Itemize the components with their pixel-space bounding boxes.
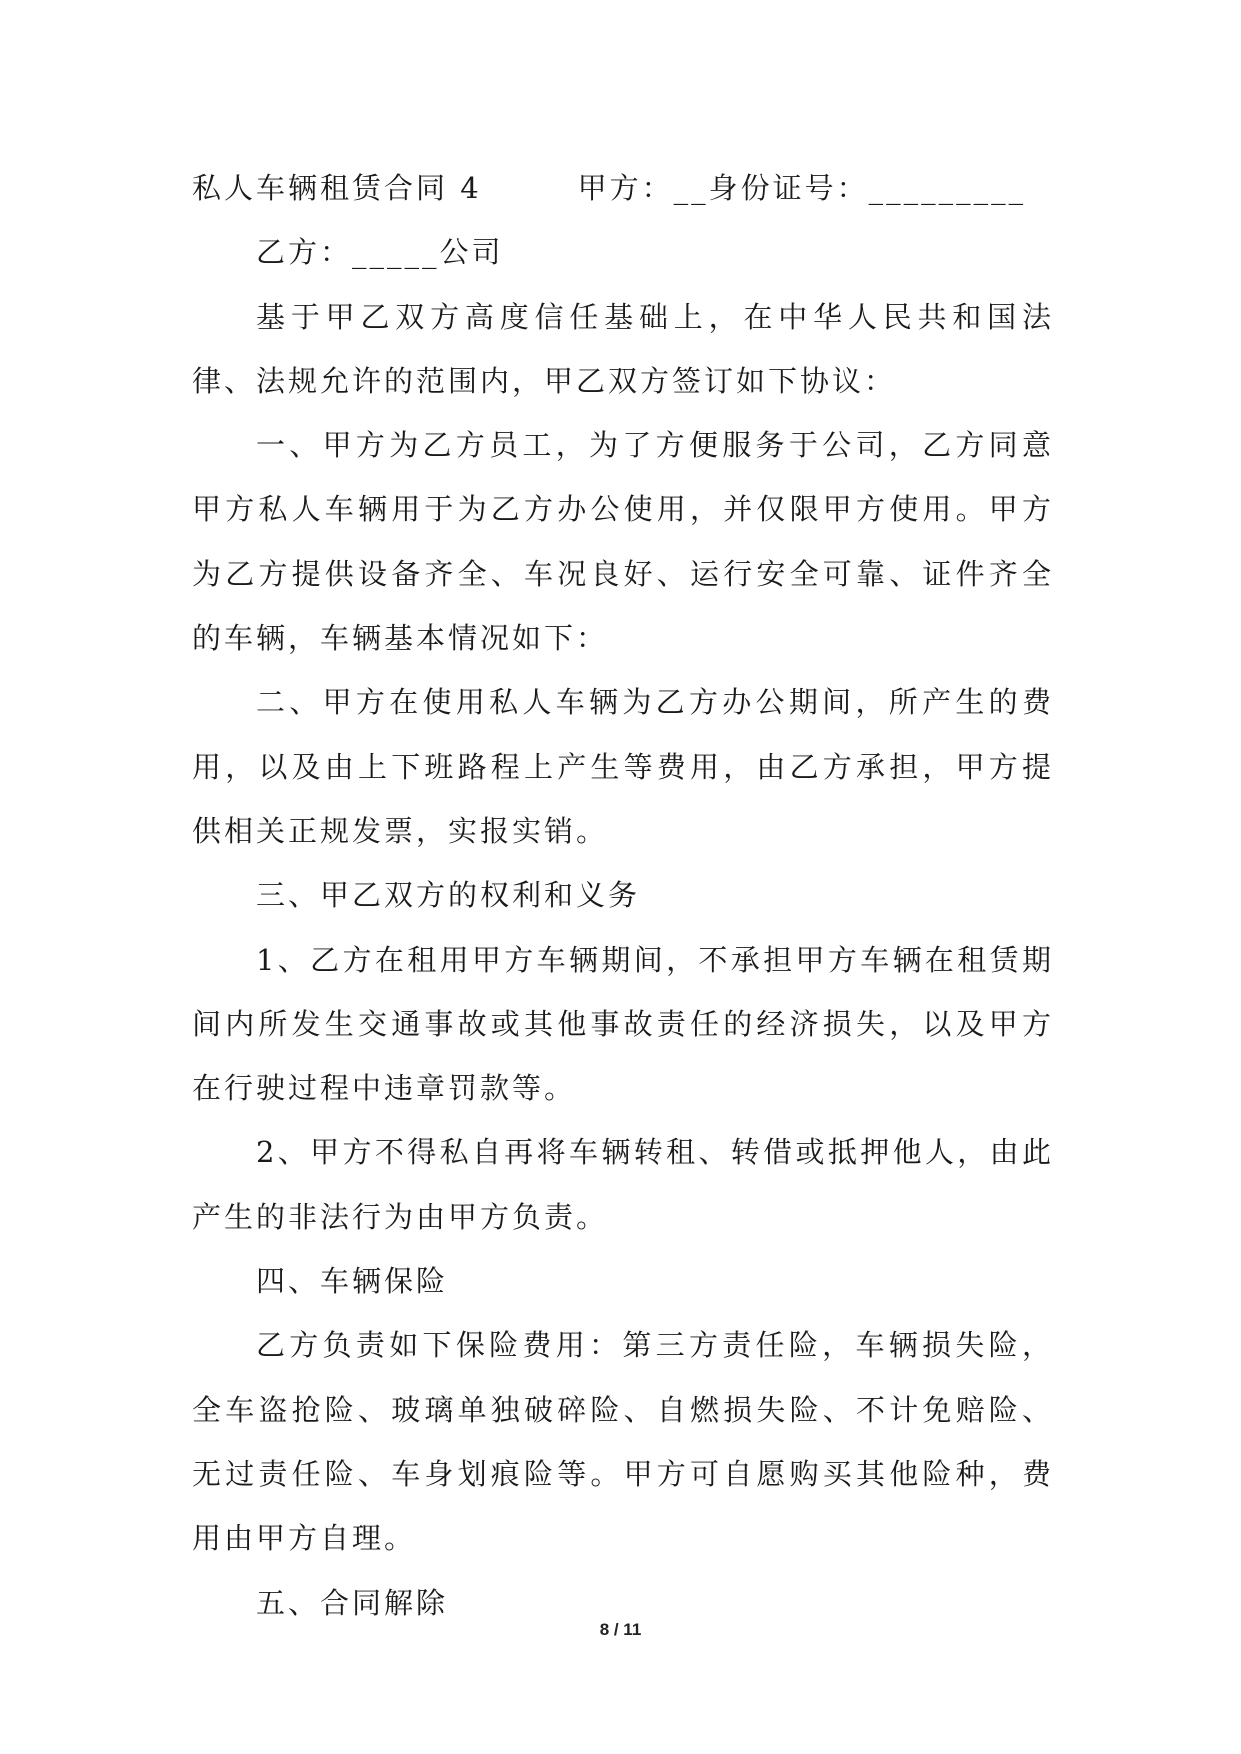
- contract-title-line: 私人车辆租赁合同 4 甲方：__身份证号：_________: [192, 171, 1027, 205]
- party-b-line: 乙方：_____公司: [256, 235, 504, 270]
- preamble-paragraph: 基于甲乙双方高度信任基础上，在中华人民共和国法律、法规允许的范围内，甲乙双方签订如下协议：: [192, 299, 1054, 398]
- clause-3-item-1: 1、乙方在租用甲方车辆期间，不承担甲方车辆在租赁期间内所发生交通事故或其他事故责任的经济损失，以及甲方在行驶过程中违章罚款等。: [192, 942, 1054, 1106]
- clause-3-item-2: 2、甲方不得私自再将车辆转租、转借或抵押他人，由此产生的非法行为由甲方负责。: [192, 1135, 1054, 1234]
- clause-3-heading: 三、甲乙双方的权利和义务: [256, 878, 641, 913]
- document-body: [192, 156, 1054, 1635]
- clause-1-paragraph: 一、甲方为乙方员工，为了方便服务于公司，乙方同意甲方私人车辆用于为乙方办公使用，并仅限甲方使用。甲方为乙方提供设备齐全、车况良好、运行安全可靠、证件齐全的车辆，车辆基本情况如下：: [192, 428, 1054, 656]
- clause-2-paragraph: 二、甲方在使用私人车辆为乙方办公期间，所产生的费用，以及由上下班路程上产生等费用，由乙方承担，甲方提供相关正规发票，实报实销。: [192, 685, 1054, 848]
- clause-4-heading: 四、车辆保险: [256, 1264, 449, 1299]
- page-number: 8 / 11: [599, 1620, 642, 1639]
- clause-5-heading: 五、合同解除: [256, 1585, 449, 1620]
- clause-4-paragraph: 乙方负责如下保险费用：第三方责任险，车辆损失险，全车盗抢险、玻璃单独破碎险、自燃损失险、不计免赔险、无过责任险、车身划痕险等。甲方可自愿购买其他险种，费用由甲方自理。: [192, 1328, 1054, 1556]
